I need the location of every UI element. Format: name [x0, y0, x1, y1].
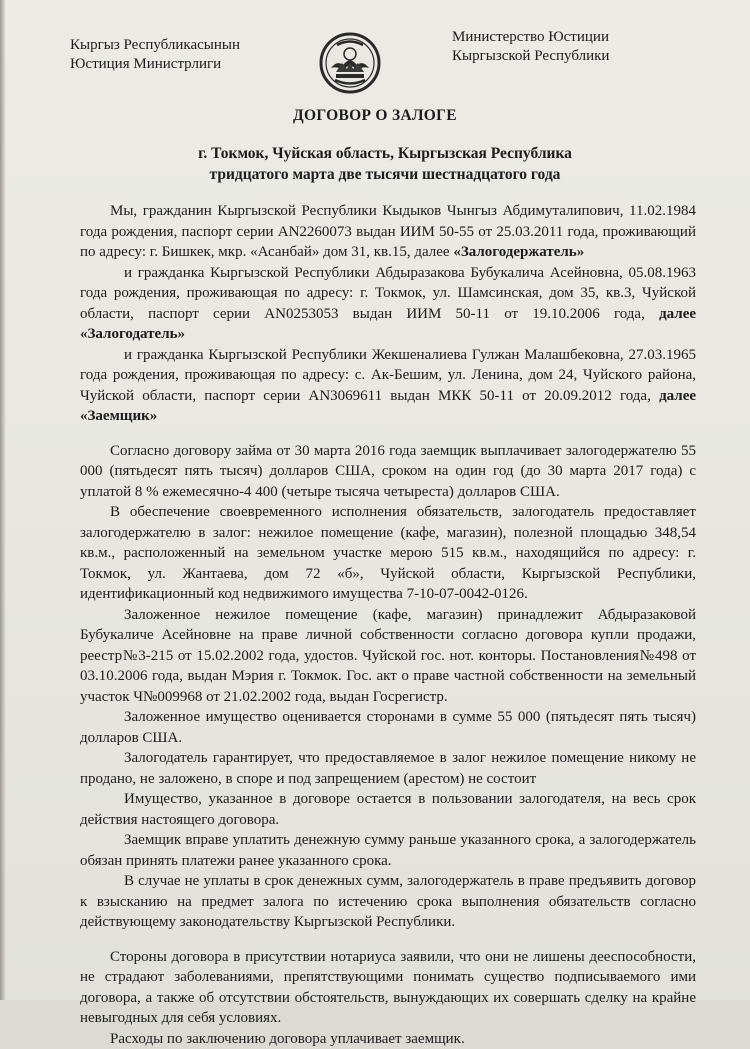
header-left-line1: Кыргыз Республикасынын	[70, 36, 240, 55]
party-paragraph-1	[80, 201, 696, 263]
party-2-role: далее «Залогодатель»	[80, 306, 696, 343]
kyrgyz-emblem-icon	[319, 32, 381, 94]
document-title: ДОГОВОР О ЗАЛОГЕ	[0, 107, 750, 125]
clause-ownership: Заложенное нежилое помещение (кафе, магазин) принадлежит Абдыразаковой Бубукаличе Асейновне на праве личной собственности согласно договора купли продажи, реестр№3-215 от 15.02.2002 года, удостов. Чуйской гос. нот. конторы. Постановления№498 от 03.10.2006 года, выдан Мэрия г. Токмок. Гос. акт о праве частной собственности на земельный участок Ч№009968 от 21.02.2002 года, выдан Госрегистр.	[80, 605, 696, 708]
party-2-text: и гражданка Кыргызской Республики Абдыразакова Бубукалича Асейновна, 05.08.1963 года рождения, проживающая по адресу: г. Токмок, ул. Шамсинская, дом 35, кв.3, Чуйской области, паспорт серии AN0253053 выдан ИИМ 50-11 от 19.10.2006 года,	[80, 265, 696, 322]
header-right-line1: Министерство Юстиции	[452, 28, 609, 47]
header-right-line2: Кыргызской Республики	[452, 47, 609, 66]
clause-expenses: Расходы по заключению договора уплачивает заемщик.	[80, 1029, 696, 1049]
clause-guarantee: Залогодатель гарантирует, что предоставляемое в залог нежилое помещение никому не продано, не заложено, в споре и под запрещением (арестом) не состоит	[80, 748, 696, 789]
header-left-block	[70, 36, 240, 74]
header-left-line2: Юстиция Министрлиги	[70, 55, 240, 74]
clause-loan: Согласно договору займа от 30 марта 2016 года заемщик выплачивает залогодержателю 55 000 (пятьдесят пять тысяч) долларов США, сроком на один год (до 30 марта 2017 года) с уплатой 8 % ежемесячно-4 400 (четыре тысяча четыреста) долларов США.	[80, 441, 696, 503]
clause-valuation: Заложенное имущество оценивается сторонами в сумме 55 000 (пятьдесят пять тысяч) долларов США.	[80, 707, 696, 748]
party-1-text: Мы, гражданин Кыргызской Республики Кыдыков Чынгыз Абдимуталипович, 11.02.1984 года рождения, паспорт серии AN2260073 выдан ИИМ 50-55 от 25.03.2011 года, проживающий по адресу: г. Бишкек, мкр. «Асанбай» дом 31, кв.15, далее	[80, 203, 696, 260]
clause-pledge-object: В обеспечение своевременного исполнения обязательств, залогодатель предоставляет залогодержателю в залог: нежилое помещение (кафе, магазин), полезной площадью 348,54 кв.м., расположенный на земельном участке мерою 515 кв.м., находящийся по адресу: г. Токмок, ул. Жантаева, дом 72 «б», Чуйской области, Кыргызской Республики, идентификационный код недвижимого имущества 7-10-07-0042-0126.	[80, 502, 696, 605]
page-edge-shadow	[0, 0, 6, 1000]
party-paragraph-2	[80, 263, 696, 345]
header-right-block	[452, 28, 609, 66]
clause-usage: Имущество, указанное в договоре остается в пользовании залогодателя, на весь срок действия настоящего договора.	[80, 789, 696, 830]
clause-early-payment: Заемщик вправе уплатить денежную сумму раньше указанного срока, а залогодержатель обязан принять платежи ранее указанного срока.	[80, 830, 696, 871]
place-and-date	[135, 143, 635, 185]
party-paragraph-3	[80, 345, 696, 427]
clause-default: В случае не уплаты в срок денежных сумм, залогодержатель в праве предъявить договор к взысканию на предмет залога по истечению срока выполнения обязательств согласно действующему законодательству Кыргызской Республики.	[80, 871, 696, 933]
party-3-text: и гражданка Кыргызской Республики Жекшеналиева Гулжан Малашбековна, 27.03.1965 года рождения, проживающая по адресу: с. Ак-Бешим, ул. Ленина, дом 24, Чуйского района, Чуйской области, паспорт серии AN3069611 выдан МКК 50-11 от 20.09.2012 года,	[80, 347, 696, 404]
contract-body	[80, 201, 696, 1049]
party-1-role: «Залогодержатель»	[453, 244, 584, 260]
place-line: г. Токмок, Чуйская область, Кыргызская Республика	[135, 143, 635, 164]
party-3-role: далее «Заемщик»	[80, 388, 696, 425]
clause-capacity: Стороны договора в присутствии нотариуса заявили, что они не лишены дееспособности, не страдают заболеваниями, препятствующими понимать существо подписываемого ими договора, а также об отсутствии обстоятельств, вынуждающих их совершать сделку на крайне невыгодных для себя условиях.	[80, 947, 696, 1029]
date-line: тридцатого марта две тысячи шестнадцатого года	[135, 164, 635, 185]
